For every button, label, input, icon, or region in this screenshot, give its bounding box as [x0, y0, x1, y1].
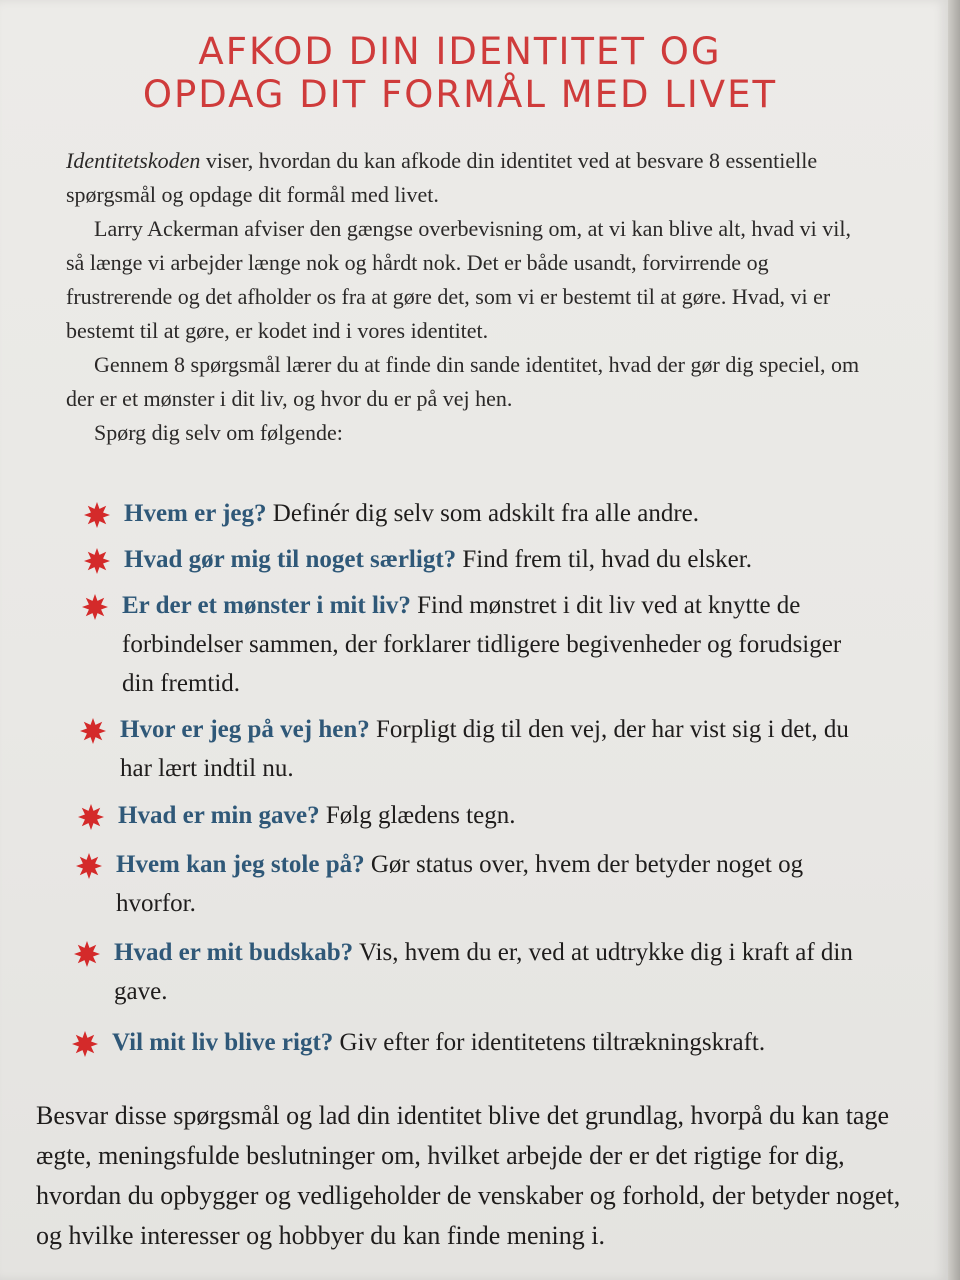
intro-paragraph-4: Spørg dig selv om følgende: [94, 420, 343, 445]
closing-paragraph: Besvar disse spørgsmål og lad din identitet blive det grundlag, hvorpå du kan tage ægte, meningsfulde beslutninger om, hvilket arbejde der er det rigtige for dig, hvordan du opbygger og vedligeholder de venskaber og forhold, der betyder noget, og hvilke interesser og hobbyer du kan finde mening i. [36, 1101, 901, 1250]
page-title-line-1: AFKOD DIN IDENTITET OG [198, 30, 722, 73]
question-answer: Følg glædens tegn. [319, 802, 516, 829]
question-item [124, 494, 884, 533]
starburst-icon [80, 718, 106, 744]
question-item [118, 796, 878, 835]
starburst-icon [78, 804, 104, 830]
question-answer: Find frem til, hvad du elsker. [456, 546, 752, 573]
question-heading: Hvad gør mig til noget særligt? [124, 546, 457, 573]
starburst-icon [74, 941, 100, 967]
question-answer: Find mønstret i dit liv ved at knytte de forbindelser sammen, der forklarer tidligere begivenheder og forudsiger din fremtid. [122, 592, 842, 697]
question-item [114, 933, 859, 1011]
question-answer: Vis, hvem du er, ved at udtrykke dig i kraft af din gave. [114, 939, 853, 1005]
question-heading: Hvad er mit budskab? [114, 939, 354, 966]
question-heading: Hvem er jeg? [124, 500, 267, 527]
question-item [112, 1023, 872, 1062]
page-edge [948, 0, 960, 1280]
question-item [124, 540, 884, 579]
question-heading: Hvem kan jeg stole på? [116, 851, 365, 878]
question-answer: Gør status over, hvem der betyder noget og hvorfor. [116, 851, 804, 917]
intro-paragraph-3: Gennem 8 spørgsmål lærer du at finde din sande identitet, hvad der gør dig speciel, om der er et mønster i dit liv, og hvor du er på vej hen. [66, 352, 860, 411]
question-item [120, 710, 860, 788]
starburst-icon [76, 853, 102, 879]
starburst-icon [72, 1031, 98, 1057]
question-answer: Forpligt dig til den vej, der har vist sig i det, du har lært indtil nu. [120, 716, 849, 782]
starburst-icon [82, 594, 108, 620]
question-heading: Er der et mønster i mit liv? [122, 592, 411, 619]
intro-paragraph-2: Larry Ackerman afviser den gængse overbevisning om, at vi kan blive alt, hvad vi vil, så længe vi arbejder længe nok og hårdt nok. Det er både usandt, forvirrende og frustrerende og det afholder os fra at gøre det, som vi er bestemt til at gøre. Hvad, vi er bestemt til at gøre, er kodet ind i vores identitet. [66, 216, 851, 343]
question-heading: Hvor er jeg på vej hen? [120, 716, 370, 743]
question-heading: Hvad er min gave? [118, 802, 320, 829]
book-title: Identitetskoden [66, 148, 201, 173]
intro-text [66, 144, 866, 450]
starburst-icon [84, 548, 110, 574]
question-item [122, 586, 862, 703]
question-item [116, 845, 856, 923]
page-title-line-2: OPDAG DIT FORMÅL MED LIVET [142, 73, 778, 116]
question-answer: Definér dig selv som adskilt fra alle andre. [266, 500, 700, 527]
intro-paragraph-1: Identitetskoden viser, hvordan du kan afkode din identitet ved at besvare 8 essentielle spørgsmål og opdage dit formål med livet. [66, 148, 818, 207]
question-heading: Vil mit liv blive rigt? [112, 1029, 334, 1056]
question-answer: Giv efter for identitetens tiltrækningskraft. [333, 1029, 766, 1056]
starburst-icon [84, 502, 110, 528]
